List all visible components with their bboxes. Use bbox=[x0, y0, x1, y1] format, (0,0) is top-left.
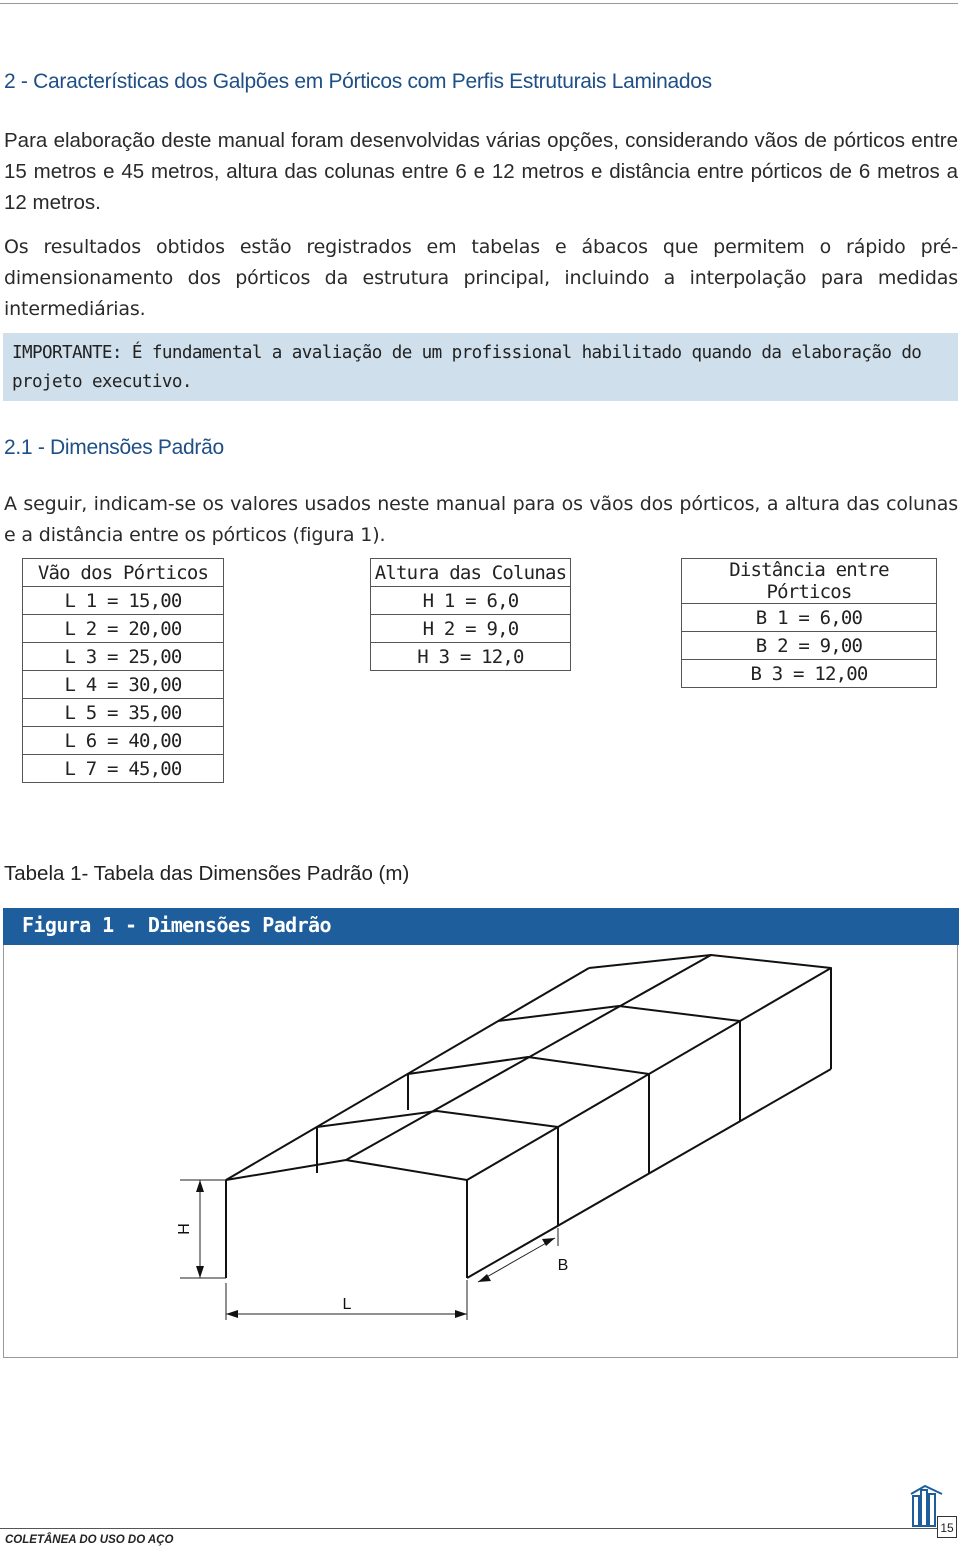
span-row: L 1 = 15,00 bbox=[23, 587, 224, 615]
b-dimension-line bbox=[478, 1238, 555, 1282]
publication-title: COLETÂNEA DO USO DO AÇO bbox=[5, 1534, 174, 1546]
intermediate-rafter bbox=[408, 1057, 649, 1074]
intro-paragraph: Para elaboração deste manual foram desenvolvidas várias opções, considerando vãos de pórticos entre 15 metros e 45 metros, altura das colunas entre 6 e 12 metros e distância entre pórticos de 6 metros a 12 metros. bbox=[4, 129, 958, 214]
subsection-title: 2.1 - Dimensões Padrão bbox=[4, 436, 224, 459]
l-arrow-head bbox=[226, 1310, 238, 1318]
span-row: L 6 = 40,00 bbox=[23, 727, 224, 755]
span-row: L 4 = 30,00 bbox=[23, 671, 224, 699]
dimension-lines bbox=[180, 1180, 558, 1320]
subsection-paragraph: A seguir, indicam-se os valores usados neste manual para os vãos dos pórticos, a altura das colunas e a distância entre os pórticos (figura 1). bbox=[4, 493, 958, 546]
section-title: 2 - Características dos Galpões em Pórticos com Perfis Estruturais Laminados bbox=[4, 70, 712, 93]
height-row: H 2 = 9,0 bbox=[371, 615, 571, 643]
span-row: L 5 = 35,00 bbox=[23, 699, 224, 727]
height-row: H 1 = 6,0 bbox=[371, 587, 571, 615]
spacing-row: B 1 = 6,00 bbox=[682, 604, 937, 632]
frame-structure bbox=[226, 955, 831, 1278]
dimension-arrows bbox=[196, 1180, 555, 1318]
table-caption: Tabela 1- Tabela das Dimensões Padrão (m) bbox=[4, 862, 410, 885]
back-portal-frame bbox=[589, 955, 831, 1069]
footer-rule bbox=[0, 1528, 940, 1529]
intermediate-rafter bbox=[317, 1111, 558, 1127]
span-row: L 3 = 25,00 bbox=[23, 643, 224, 671]
label-l: L bbox=[342, 1296, 352, 1313]
important-note-text: IMPORTANTE: É fundamental a avaliação de um profissional habilitado quando da elaboração do projeto executivo. bbox=[12, 343, 922, 392]
spacing-table-header: Distância entre Pórticos bbox=[682, 559, 937, 604]
h-arrow-head bbox=[196, 1266, 204, 1278]
l-arrow-head bbox=[455, 1310, 467, 1318]
figure-title: Figura 1 - Dimensões Padrão bbox=[22, 913, 331, 937]
label-h: H bbox=[176, 1223, 193, 1235]
h-arrow-head bbox=[196, 1180, 204, 1192]
span-row: L 2 = 20,00 bbox=[23, 615, 224, 643]
span-table-header: Vão dos Pórticos bbox=[23, 559, 224, 587]
span-row: L 7 = 45,00 bbox=[23, 755, 224, 783]
label-b: B bbox=[557, 1257, 569, 1274]
height-table-header: Altura das Colunas bbox=[371, 559, 571, 587]
spacing-row: B 2 = 9,00 bbox=[682, 632, 937, 660]
spacing-row: B 3 = 12,00 bbox=[682, 660, 937, 688]
page-number: 15 bbox=[937, 1516, 957, 1538]
intermediate-rafter bbox=[498, 1006, 740, 1021]
results-paragraph: Os resultados obtidos estão registrados em tabelas e ábacos que permitem o rápido pré-dimensionamento dos pórticos da estrutura principal, incluindo a interpolação para medidas intermediárias. bbox=[4, 236, 958, 320]
front-portal-frame bbox=[226, 1160, 467, 1278]
height-row: H 3 = 12,0 bbox=[371, 643, 571, 671]
